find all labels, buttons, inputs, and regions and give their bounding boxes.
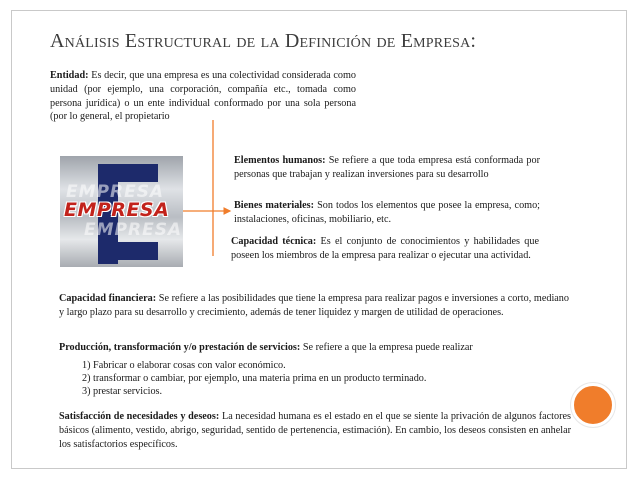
elementos-humanos-paragraph — [234, 154, 540, 182]
logo-ghost-text-bottom: EMPRESA — [84, 220, 183, 240]
humanos-label: Elementos humanos: — [234, 155, 326, 166]
logo-main-text: EMPRESA — [64, 199, 170, 221]
produccion-label: Producción, transformación y/o prestación de servicios: — [59, 342, 301, 353]
satisfaccion-paragraph — [59, 410, 571, 451]
logo-ghost-text-top: EMPRESA — [66, 182, 165, 202]
slide-title: Análisis Estructural de la Definición de Empresa: — [50, 30, 477, 52]
list-item: 2) transformar o cambiar, por ejemplo, una materia prima en un producto terminado. — [82, 373, 427, 385]
list-item: 3) prestar servicios. — [82, 386, 163, 398]
orange-circle-decoration — [571, 383, 615, 427]
bienes-text: Son todos los elementos que posee la empresa, como; instalaciones, oficinas, mobiliario, etc. — [234, 200, 541, 225]
produccion-paragraph — [59, 341, 569, 355]
tecnica-text: Es el conjunto de conocimientos y habilidades que poseen los miembros de la empresa para realizar o ejecutar una actividad. — [231, 236, 540, 261]
produccion-list — [82, 359, 562, 399]
list-item: 1) Fabricar o elaborar cosas con valor económico. — [82, 360, 286, 371]
capacidad-financiera-paragraph — [59, 292, 569, 320]
produccion-text: Se refiere a que la empresa puede realizar — [300, 342, 473, 353]
capacidad-tecnica-paragraph — [231, 235, 539, 263]
entidad-label: Entidad: — [50, 70, 89, 81]
humanos-text: Se refiere a que toda empresa está conformada por personas que trabajan y realizan inversiones para su desarrollo — [234, 155, 540, 180]
entidad-text: Es decir, que una empresa es una colectividad considerada como unidad (por ejemplo, una corporación, compañía etc., tomada como persona jurídica) o un ente individual conformado por una sola persona (por lo general, el propietario — [50, 70, 356, 123]
financiera-text: Se refiere a las posibilidades que tiene la empresa para realizar pagos e inversiones a corto, mediano y largo plazo para su desarrollo y crecimiento, además de tener liquidez y margen de utilidad de operaciones. — [59, 293, 569, 318]
satisfaccion-text: La necesidad humana es el estado en el que se siente la privación de algunos factores básicos (alimento, vestido, abrigo, seguridad, sentido de pertenencia, estimación). En cambio, los deseos consisten en anhelar los satisfactorios específicos. — [59, 411, 571, 450]
bienes-label: Bienes materiales: — [234, 200, 315, 211]
bienes-materiales-paragraph — [234, 199, 540, 227]
satisfaccion-label: Satisfacción de necesidades y deseos: — [59, 411, 220, 422]
financiera-label: Capacidad financiera: — [59, 293, 157, 304]
tecnica-label: Capacidad técnica: — [231, 236, 317, 247]
